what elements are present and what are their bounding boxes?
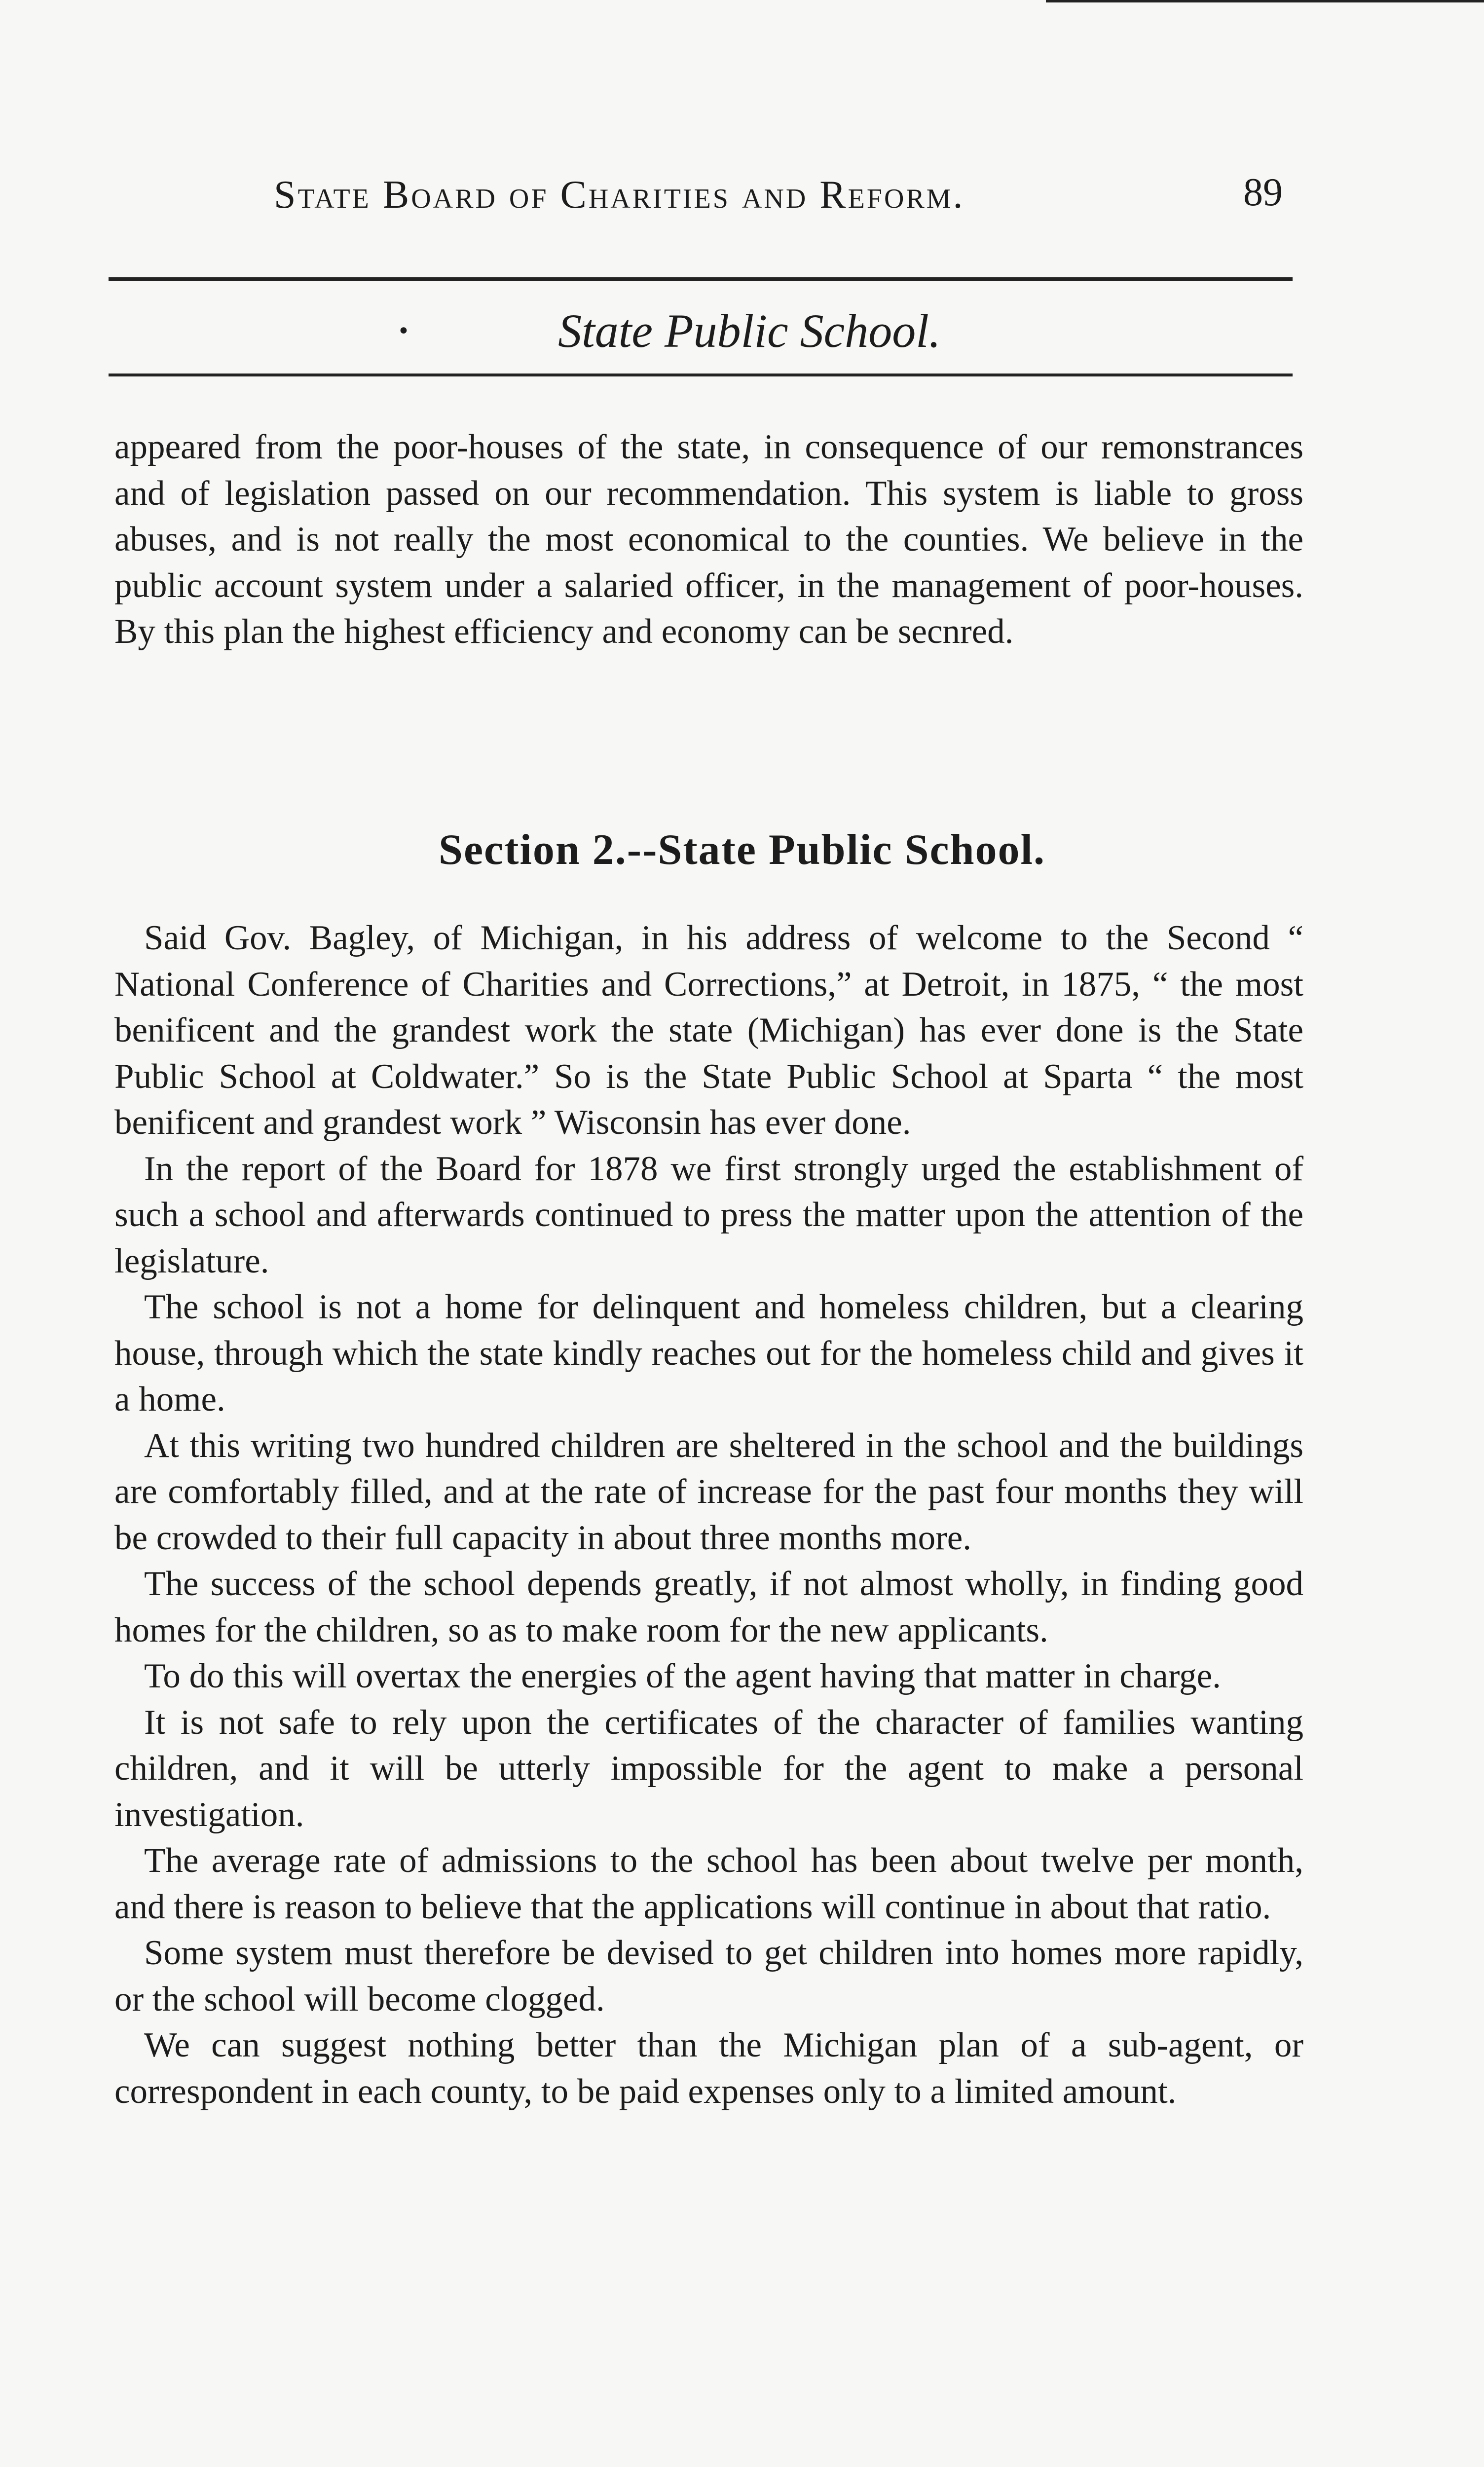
body-paragraph: At this writing two hundred children are sheltered in the school and the buildings are comfortably filled, and at the rate of increase for the past four months they will be crowded to their full capacity in about three months more. xyxy=(114,1426,1303,1557)
body-paragraph: The school is not a home for delinquent and homeless children, but a clearing house, through which the state kindly reaches out for the homeless child and gives it a home. xyxy=(114,1288,1303,1419)
body-paragraph: It is not safe to rely upon the certificates of the character of families wanting children, and it will be utterly impossible for the agent to make a personal investigation. xyxy=(114,1703,1303,1834)
running-head: State Board of Charities and Reform. xyxy=(274,173,965,217)
section-heading: Section 2.--State Public School. xyxy=(439,826,1045,874)
body-paragraph: Said Gov. Bagley, of Michigan, in his address of welcome to the Second “ National Conference of Charities and Corrections,” at Detroit, in 1875, “ the most benificent and the grandest work the state (Michigan) has ever done is the State Public School at Coldwater.” So is the State Public School at Sparta “ the most benificent and grandest work ” Wisconsin has ever done. xyxy=(114,919,1303,1142)
body-paragraph: We can suggest nothing better than the Michigan plan of a sub-agent, or correspondent in each county, to be paid expenses only to a limited amount. xyxy=(114,2026,1303,2111)
body-paragraph: In the report of the Board for 1878 we first strongly urged the establishment of such a school and afterwards continued to press the matter upon the attention of the legislature. xyxy=(114,1149,1303,1280)
body-text-block xyxy=(114,915,1303,2115)
body-paragraph: Some system must therefore be devised to get children into homes more rapidly, or the school will become clogged. xyxy=(114,1934,1303,2018)
header-rule-bottom xyxy=(109,374,1293,376)
page-number: 89 xyxy=(1243,171,1283,214)
bullet-mark: • xyxy=(397,319,410,344)
section-title: State Public School. xyxy=(558,304,941,357)
top-edge-rule xyxy=(1046,0,1484,2)
body-paragraph: The success of the school depends greatly, if not almost wholly, in finding good homes for the children, so as to make room for the new applicants. xyxy=(114,1565,1303,1649)
intro-paragraph: appeared from the poor-houses of the state, in consequence of our remonstrances and of legislation passed on our recommendation. This system is liable to gross abuses, and is not really the most economical to the counties. We believe in the public account system under a salaried officer, in the management of poor-houses. By this plan the highest efficiency and economy can be secnred. xyxy=(114,428,1303,651)
intro-text-block xyxy=(114,424,1303,655)
header-rule-top xyxy=(109,277,1293,281)
body-paragraph: To do this will overtax the energies of the agent having that matter in charge. xyxy=(144,1657,1221,1695)
body-paragraph: The average rate of admissions to the school has been about twelve per month, and there is reason to believe that the applications will continue in about that ratio. xyxy=(114,1841,1303,1926)
